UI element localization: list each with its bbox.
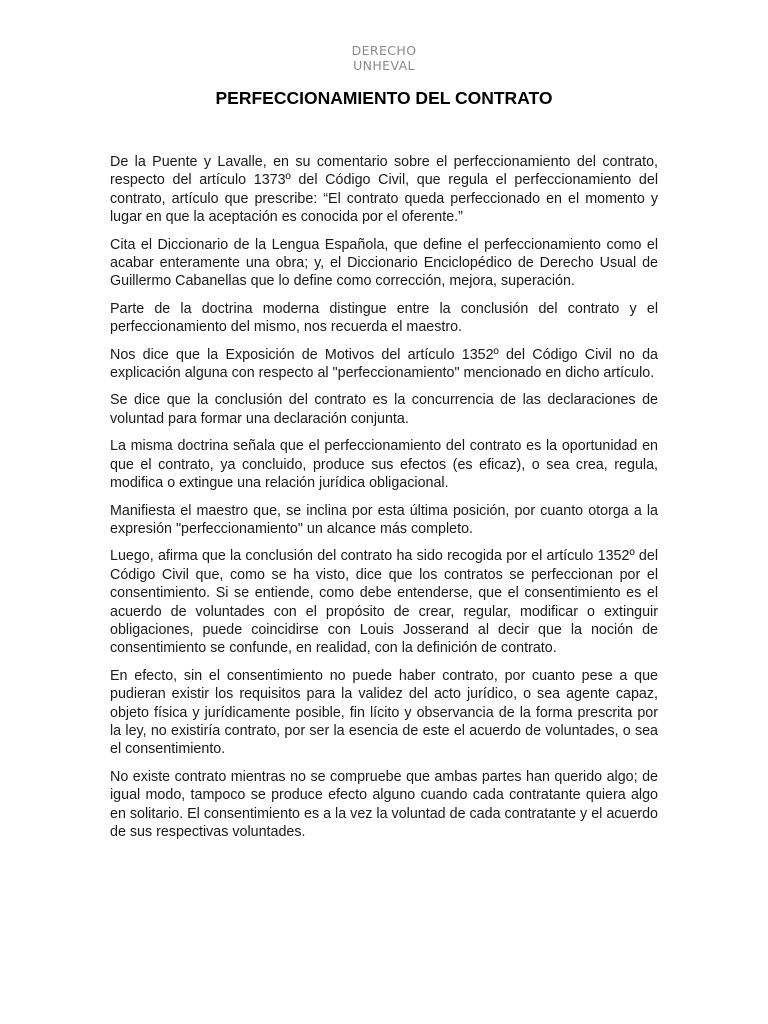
paragraph-8: Luego, afirma que la conclusión del contrato ha sido recogida por el artículo 1352º del Código Civil que, como se ha visto, dice que los contratos se perfeccionan por el consentimiento. Si se entiende, como debe entenderse, que el consentimiento es el acuerdo de voluntades con el propósito de crear, regular, modificar o extinguir obligaciones, puede coincidirse con Louis Josserand al decir que la noción de consentimiento se confunde, en realidad, con la definición de contrato. [110, 548, 658, 657]
page-title: PERFECCIONAMIENTO DEL CONTRATO [215, 88, 553, 108]
paragraph-7: Manifiesta el maestro que, se inclina por esta última posición, por cuanto otorga a la expresión "perfeccionamiento" un alcance más completo. [110, 502, 658, 537]
paragraph-5: Se dice que la conclusión del contrato es la concurrencia de las declaraciones de voluntad para formar una declaración conjunta. [110, 392, 658, 427]
paragraph-3: Parte de la doctrina moderna distingue entre la conclusión del contrato y el perfeccionamiento del mismo, nos recuerda el maestro. [110, 300, 658, 336]
paragraph-6: La misma doctrina señala que el perfeccionamiento del contrato es la oportunidad en que el contrato, ya concluido, produce sus efectos (es eficaz), o sea crea, regula, modifica o extingue una relación jurídica obligacional. [110, 438, 658, 492]
paragraph-1: De la Puente y Lavalle, en su comentario sobre el perfeccionamiento del contrato, respecto del artículo 1373º del Código Civil, que regula el perfeccionamiento del contrato, artículo que prescribe: “El contrato queda perfeccionado en el momento y lugar en que la aceptación es conocida por el oferente.” [110, 154, 658, 226]
header-line-unheval: UNHEVAL [353, 58, 415, 73]
document-body [110, 153, 658, 850]
paragraph-9: En efecto, sin el consentimiento no puede haber contrato, por cuanto pese a que pudieran existir los requisitos para la validez del acto jurídico, o sea agente capaz, objeto física y jurídicamente posible, fin lícito y observancia de la forma prescrita por la ley, no existiría contrato, por ser la esencia de este el acuerdo de voluntades, o sea el consentimiento. [110, 667, 658, 758]
paragraph-2: Cita el Diccionario de la Lengua Española, que define el perfeccionamiento como el acabar enteramente una obra; y, el Diccionario Enciclopédico de Derecho Usual de Guillermo Cabanellas que lo define como corrección, mejora, superación. [110, 236, 658, 290]
page-header-watermark [0, 43, 768, 73]
paragraph-4: Nos dice que la Exposición de Motivos del artículo 1352º del Código Civil no da explicación alguna con respecto al "perfeccionamiento" mencionado en dicho artículo. [110, 346, 658, 382]
paragraph-10: No existe contrato mientras no se compruebe que ambas partes han querido algo; de igual modo, tampoco se produce efecto alguno cuando cada contratante quiera algo en solitario. El consentimiento es a la vez la voluntad de cada contratante y el acuerdo de sus respectivas voluntades. [110, 768, 658, 840]
header-line-derecho: DERECHO [351, 43, 417, 58]
